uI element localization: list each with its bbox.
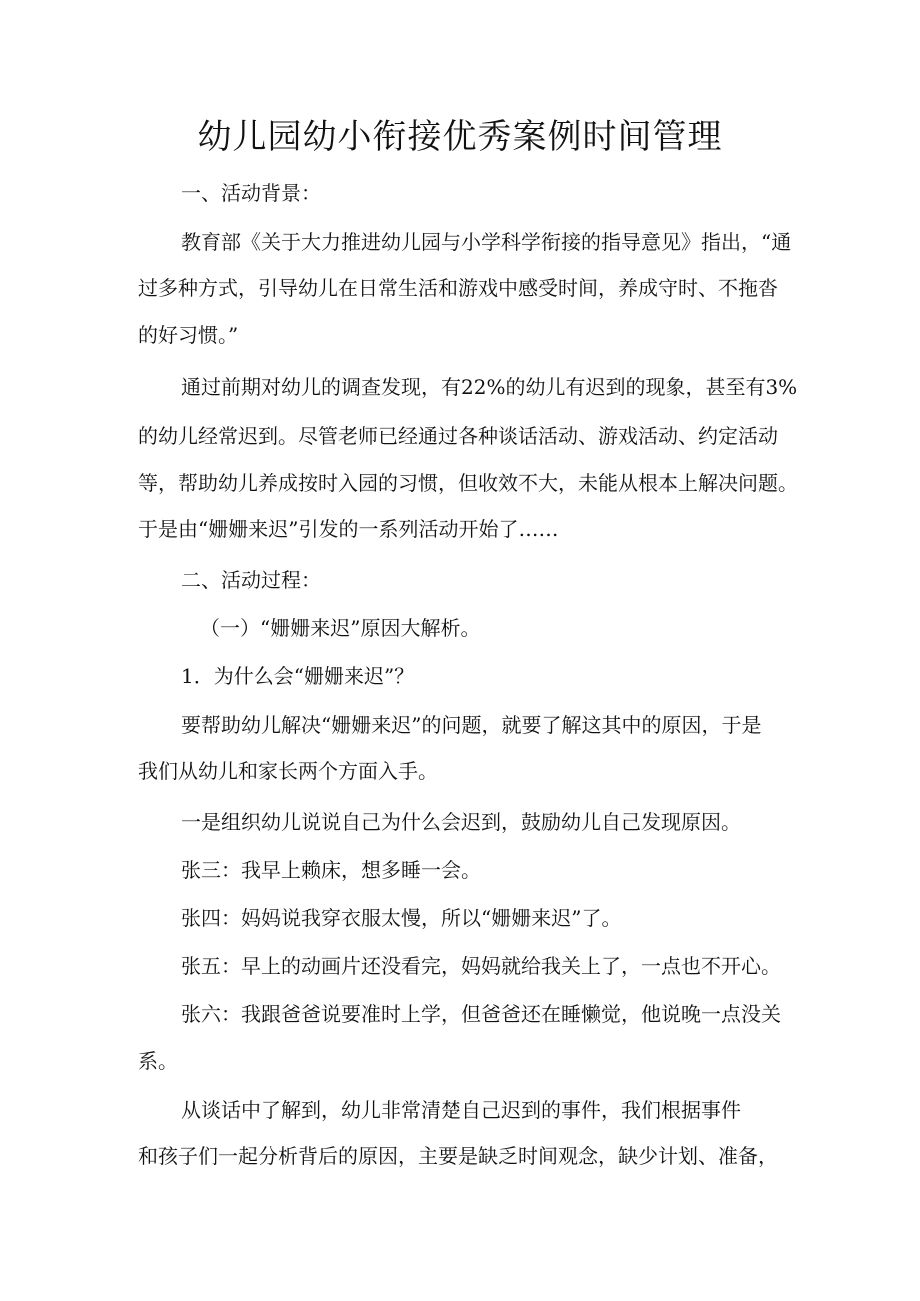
document-title: 幼儿园幼小衔接优秀案例时间管理 (197, 117, 723, 157)
paragraph-line: 从谈话中了解到，幼儿非常清楚自己迟到的事件，我们根据事件 (181, 1098, 741, 1122)
paragraph-line: 要帮助幼儿解决“姗姗来迟”的问题，就要了解这其中的原因，于是 (181, 713, 762, 737)
dialogue-line: 张四：妈妈说我穿衣服太慢，所以“姗姗来迟”了。 (181, 906, 622, 930)
numbered-item: 1．为什么会“姗姗来迟”？ (181, 664, 415, 688)
paragraph-line: 的好习惯。” (138, 323, 239, 347)
paragraph-line: 我们从幼儿和家长两个方面入手。 (138, 759, 438, 783)
paragraph-line: 教育部《关于大力推进幼儿园与小学科学衔接的指导意见》指出，“通 (181, 230, 792, 254)
paragraph-line: 通过前期对幼儿的调查发现，有22%的幼儿有迟到的现象，甚至有3% (181, 375, 798, 399)
dialogue-line: 张五：早上的动画片还没看完，妈妈就给我关上了，一点也不开心。 (181, 954, 781, 978)
paragraph-line: 一是组织幼儿说说自己为什么会迟到，鼓励幼儿自己发现原因。 (181, 810, 741, 834)
paragraph-line: 于是由“姗姗来迟”引发的一系列活动开始了…… (138, 517, 559, 541)
paragraph-line: 的幼儿经常迟到。尽管老师已经通过各种谈话活动、游戏活动、约定活动 (138, 424, 778, 448)
dialogue-line: 张六：我跟爸爸说要准时上学，但爸爸还在睡懒觉，他说晚一点没关 (181, 1002, 781, 1026)
paragraph-line: 等，帮助幼儿养成按时入园的习惯，但收效不大，未能从根本上解决问题。 (138, 471, 798, 495)
heading-activity-background: 一、活动背景： (181, 181, 321, 205)
subheading-cause-analysis: （一）“姗姗来迟”原因大解析。 (200, 616, 481, 640)
dialogue-line: 系。 (138, 1049, 178, 1073)
dialogue-line: 张三：我早上赖床，想多睡一会。 (181, 858, 481, 882)
paragraph-line: 过多种方式，引导幼儿在日常生活和游戏中感受时间，养成守时、不拖沓 (138, 276, 778, 300)
heading-activity-process: 二、活动过程： (181, 568, 321, 592)
paragraph-line: 和孩子们一起分析背后的原因，主要是缺乏时间观念，缺少计划、准备， (138, 1144, 778, 1168)
